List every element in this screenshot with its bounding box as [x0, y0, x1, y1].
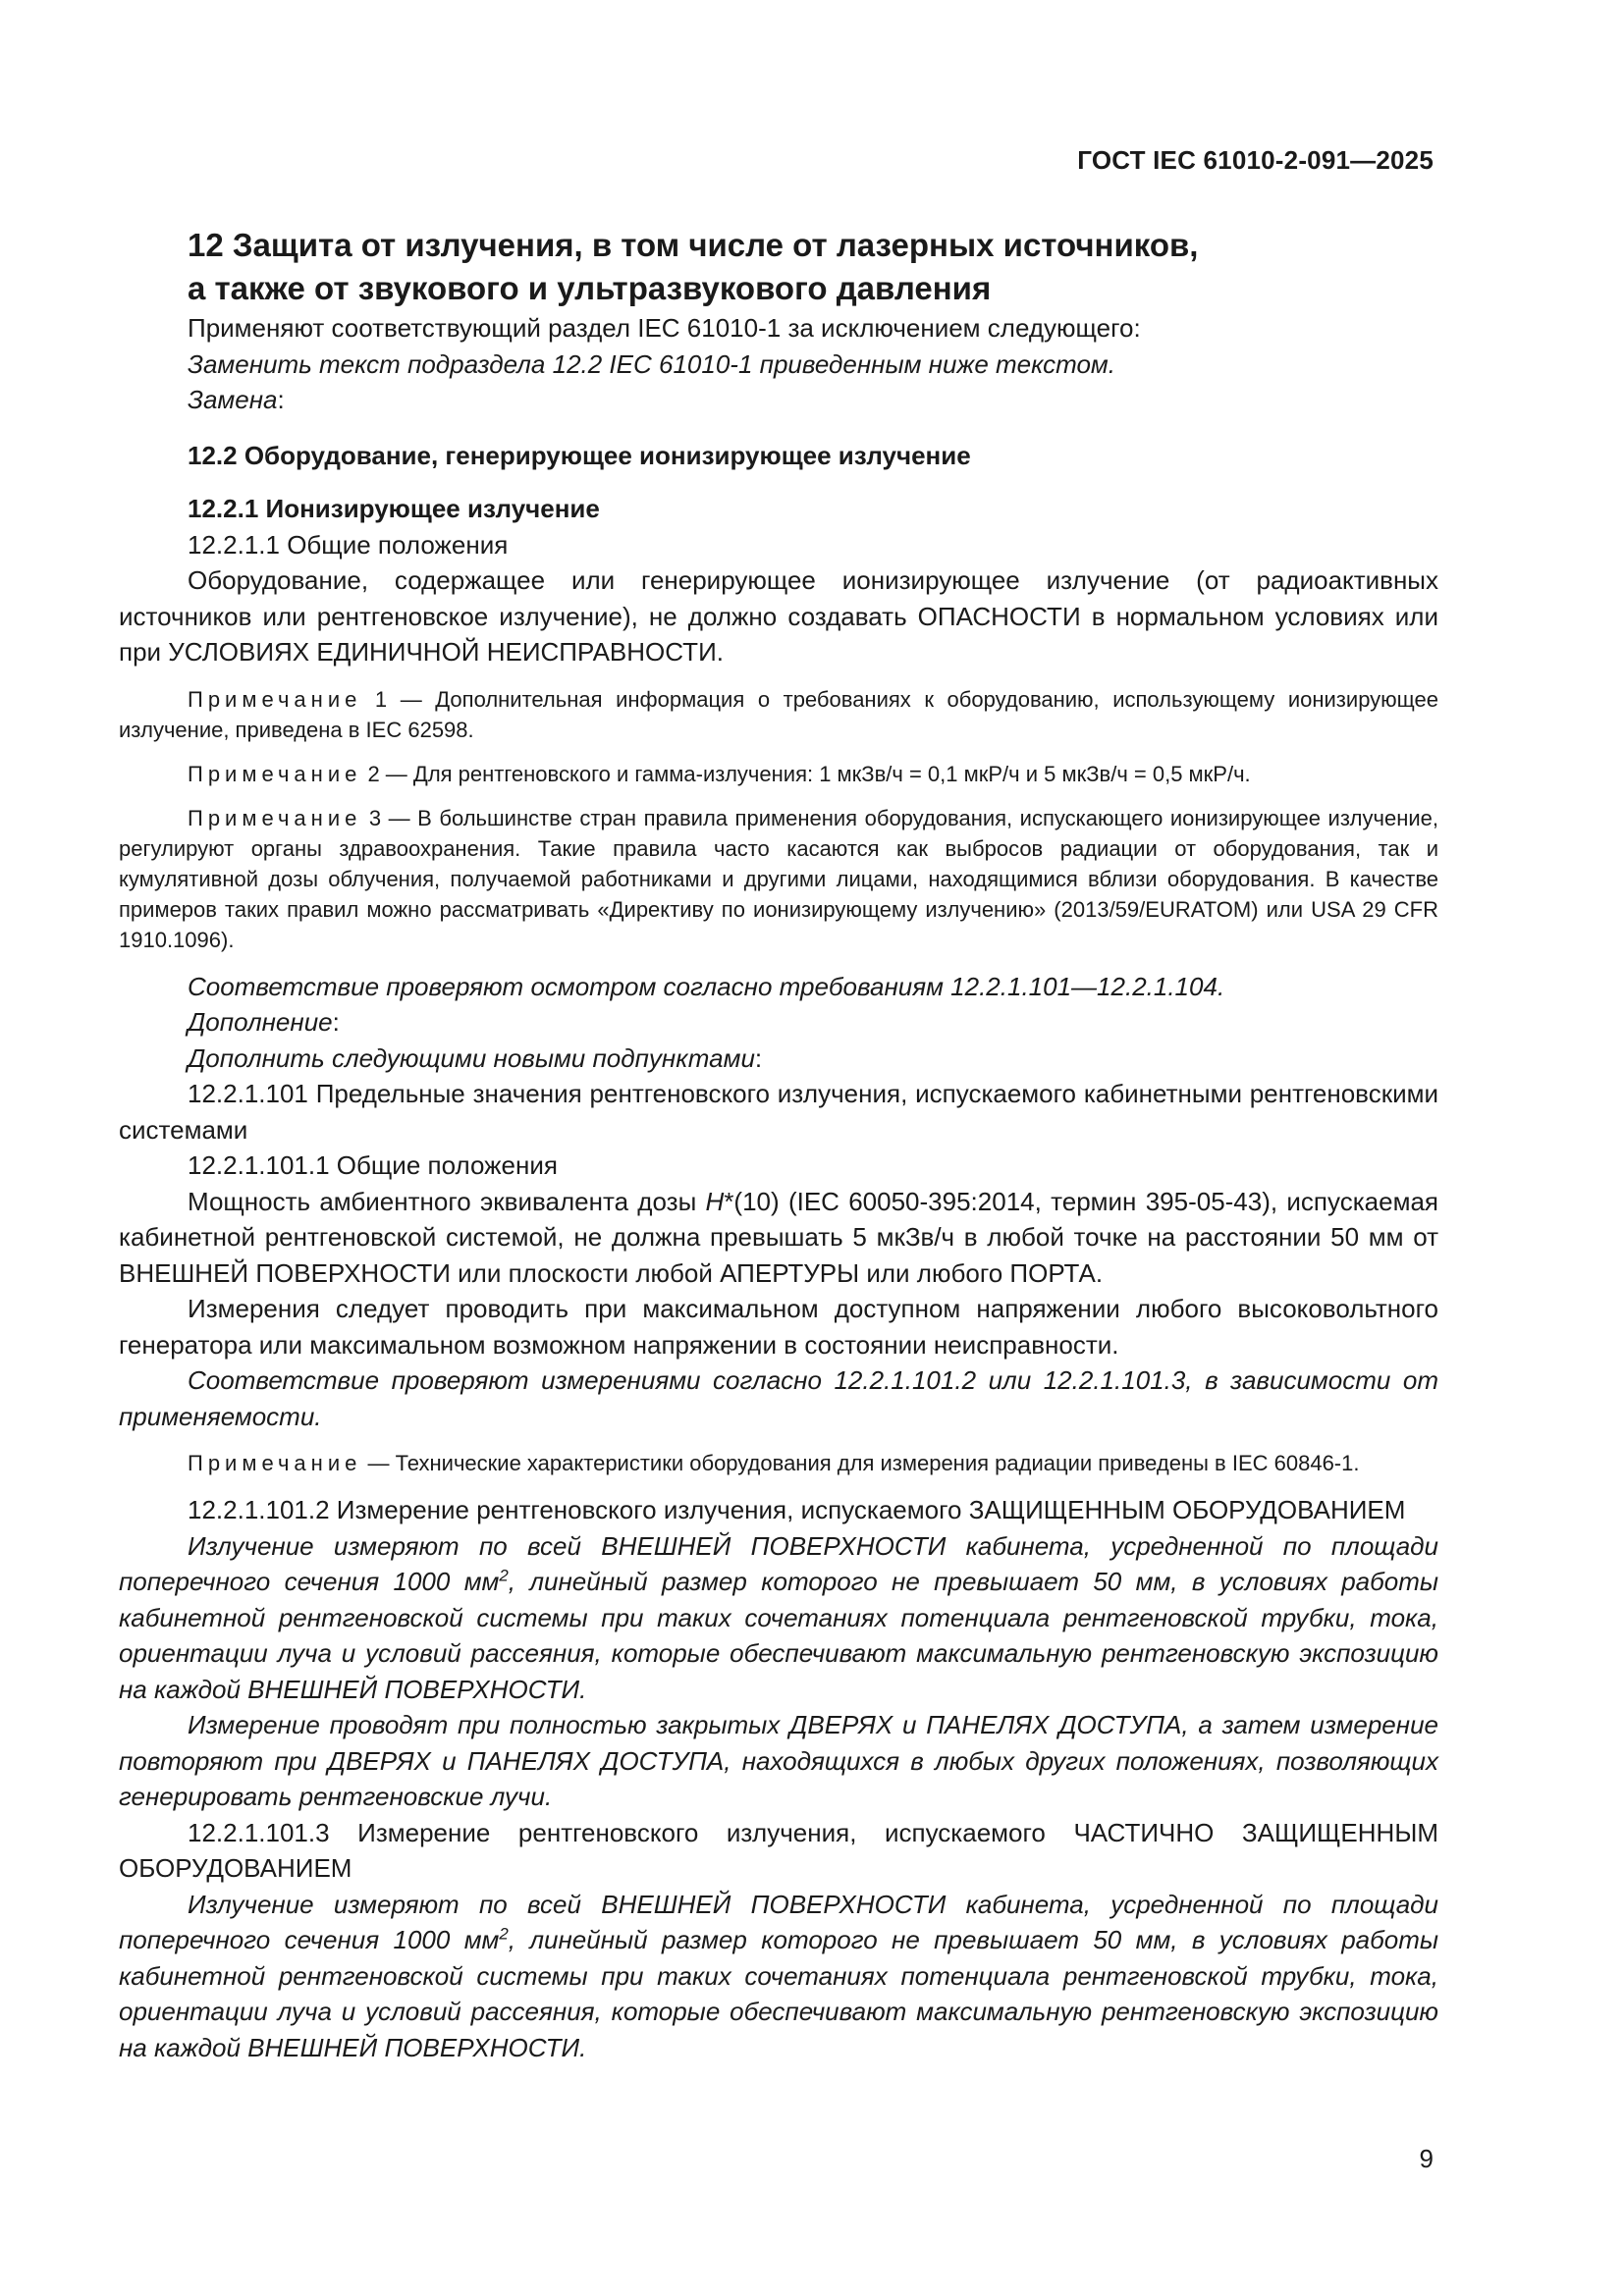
add-items-text: Дополнить следующими новыми подпунктами — [188, 1042, 755, 1073]
section-12-title-line1: 12 Защита от излучения, в том числе от лазерных источников, — [188, 227, 1199, 263]
measure-text-start: Излучение измеряют по всей ВНЕШНЕЙ ПОВЕРХНОСТИ кабинета, усредненной по площади поперечного сечения 1000 мм — [119, 1889, 1438, 1954]
add-items-label — [119, 1041, 1438, 1077]
note-4 — [119, 1448, 1438, 1478]
subsection-101-2-title: 12.2.1.101.2 Измерение рентгеновского излучения, испускаемого ЗАЩИЩЕННЫМ ОБОРУДОВАНИЕМ — [188, 1495, 1406, 1524]
measure-text-end: , линейный размер которого не превышает 50 мм, в условиях работы кабинетной рентгеновской системы при таких сочетаниях потенциала рентгеновской трубки, тока, ориентации луча и условий рассеяния, которые обеспечивают максимальную рентгеновскую экспозицию на каждой ВНЕШНЕЙ ПОВЕРХНОСТИ. — [119, 1567, 1438, 1704]
subsection-101-1-title: 12.2.1.101.1 Общие положения — [188, 1150, 558, 1180]
subsection-101-2-para-1 — [119, 1528, 1438, 1708]
note-4-label: Примечание — [188, 1451, 362, 1475]
subsection-101-3-title: 12.2.1.101.3 Измерение рентгеновского излучения, испускаемого ЧАСТИЧНО ЗАЩИЩЕННЫМ ОБОРУДОВАНИЕМ — [119, 1817, 1438, 1883]
subsection-12-2-1-1-title: 12.2.1.1 Общие положения — [188, 529, 509, 560]
superscript-2: 2 — [499, 1924, 509, 1944]
note-1-text: 1 — Дополнительная информация о требованиях к оборудованию, использующему ионизирующее излучение, приведена в IEC 62598. — [119, 686, 1438, 742]
subsection-12-2-title: 12.2 Оборудование, генерирующее ионизирующее излучение — [188, 440, 971, 470]
subsection-101-1-para-1 — [119, 1184, 1438, 1292]
para-1-start: Мощность амбиентного эквивалента дозы — [188, 1186, 706, 1216]
section-12-title — [119, 224, 1438, 310]
subsection-101-1-compliance: Соответствие проверяют измерениями согласно 12.2.1.101.2 или 12.2.1.101.3, в зависимости от применяемости. — [119, 1365, 1438, 1431]
note-2-label: Примечание — [188, 761, 362, 786]
subsection-12-2-1-title: 12.2.1 Ионизирующее излучение — [188, 494, 600, 523]
dose-symbol: H — [705, 1186, 725, 1216]
section-instruction: Заменить текст подраздела 12.2 IEC 61010-1 приведенным ниже текстом. — [188, 348, 1115, 379]
subsection-101-title: 12.2.1.101 Предельные значения рентгеновского излучения, испускаемого кабинетными рентгеновскими системами — [119, 1079, 1438, 1145]
note-3 — [119, 803, 1438, 955]
superscript-2: 2 — [499, 1566, 509, 1585]
note-3-text: 3 — В большинстве стран правила применения оборудования, испускающего ионизирующее излучение, регулируют органы здравоохранения. Такие правила часто касаются как выбросов радиации от оборудования, так и кумулятивной дозы облучения, получаемой работниками и другими лицами, находящимися вблизи оборудования. В качестве примеров таких правил можно рассматривать «Директиву по ионизирующему излучению» (2013/59/EURATOM) или USA 29 CFR 1910.1096). — [119, 805, 1438, 952]
note-4-text: — Технические характеристики оборудования для измерения радиации приведены в IEC 60846-1. — [361, 1451, 1360, 1475]
note-1-label: Примечание — [188, 686, 362, 712]
document-id: ГОСТ IEC 61010-2-091—2025 — [1077, 145, 1434, 175]
page-number: 9 — [1419, 2144, 1434, 2173]
subsection-101-3-para-1 — [119, 1887, 1438, 2066]
addition-colon: : — [332, 1007, 340, 1037]
replacement-label-text: Замена — [188, 385, 278, 414]
measure-text-start: Излучение измеряют по всей ВНЕШНЕЙ ПОВЕРХНОСТИ кабинета, усредненной по площади поперечного сечения 1000 мм — [119, 1530, 1438, 1596]
note-1 — [119, 684, 1438, 745]
note-2 — [119, 759, 1438, 789]
section-12-title-line2: а также от звукового и ультразвукового давления — [188, 270, 992, 306]
addition-label — [119, 1004, 1438, 1041]
replacement-colon: : — [277, 385, 285, 414]
note-2-text: 2 — Для рентгеновского и гамма-излучения: 1 мкЗв/ч = 0,1 мкР/ч и 5 мкЗв/ч = 0,5 мкР/ч. — [361, 761, 1251, 786]
measure-text-end: , линейный размер которого не превышает 50 мм, в условиях работы кабинетной рентгеновской системы при таких сочетаниях потенциала рентгеновской трубки, тока, ориентации луча и условий рассеяния, которые обеспечивают максимальную рентгеновскую экспозицию на каждой ВНЕШНЕЙ ПОВЕРХНОСТИ. — [119, 1925, 1438, 2062]
subsection-101-2-para-2: Измерение проводят при полностью закрытых ДВЕРЯХ и ПАНЕЛЯХ ДОСТУПА, а затем измерение повторяют при ДВЕРЯХ и ПАНЕЛЯХ ДОСТУПА, находящихся в любых других положениях, позволяющих генерировать рентгеновские лучи. — [119, 1710, 1438, 1811]
section-intro: Применяют соответствующий раздел IEC 61010-1 за исключением следующего: — [188, 313, 1141, 343]
compliance-check-1: Соответствие проверяют осмотром согласно требованиям 12.2.1.101—12.2.1.104. — [188, 971, 1225, 1001]
general-body: Оборудование, содержащее или генерирующее ионизирующее излучение (от радиоактивных источников или рентгеновское излучение), не должно создавать ОПАСНОСТИ в нормальном условиях или при УСЛОВИЯХ ЕДИНИЧНОЙ НЕИСПРАВНОСТИ. — [119, 565, 1438, 667]
para-1-end: *(10) (IEC 60050-395:2014, термин 395-05-43), испускаемая кабинетной рентгеновской системой, не должна превышать 5 мкЗв/ч в любой точке на расстоянии 50 мм от ВНЕШНЕЙ ПОВЕРХНОСТИ или плоскости любой АПЕРТУРЫ или любого ПОРТА. — [119, 1186, 1438, 1288]
note-3-label: Примечание — [188, 805, 362, 830]
replacement-label — [119, 382, 1438, 418]
addition-label-text: Дополнение — [188, 1007, 333, 1037]
add-items-colon: : — [754, 1042, 763, 1073]
page-content — [119, 224, 1438, 2065]
subsection-101-1-para-2: Измерения следует проводить при максимальном доступном напряжении любого высоковольтного генератора или максимальном возможном напряжении в состоянии неисправности. — [119, 1294, 1438, 1360]
